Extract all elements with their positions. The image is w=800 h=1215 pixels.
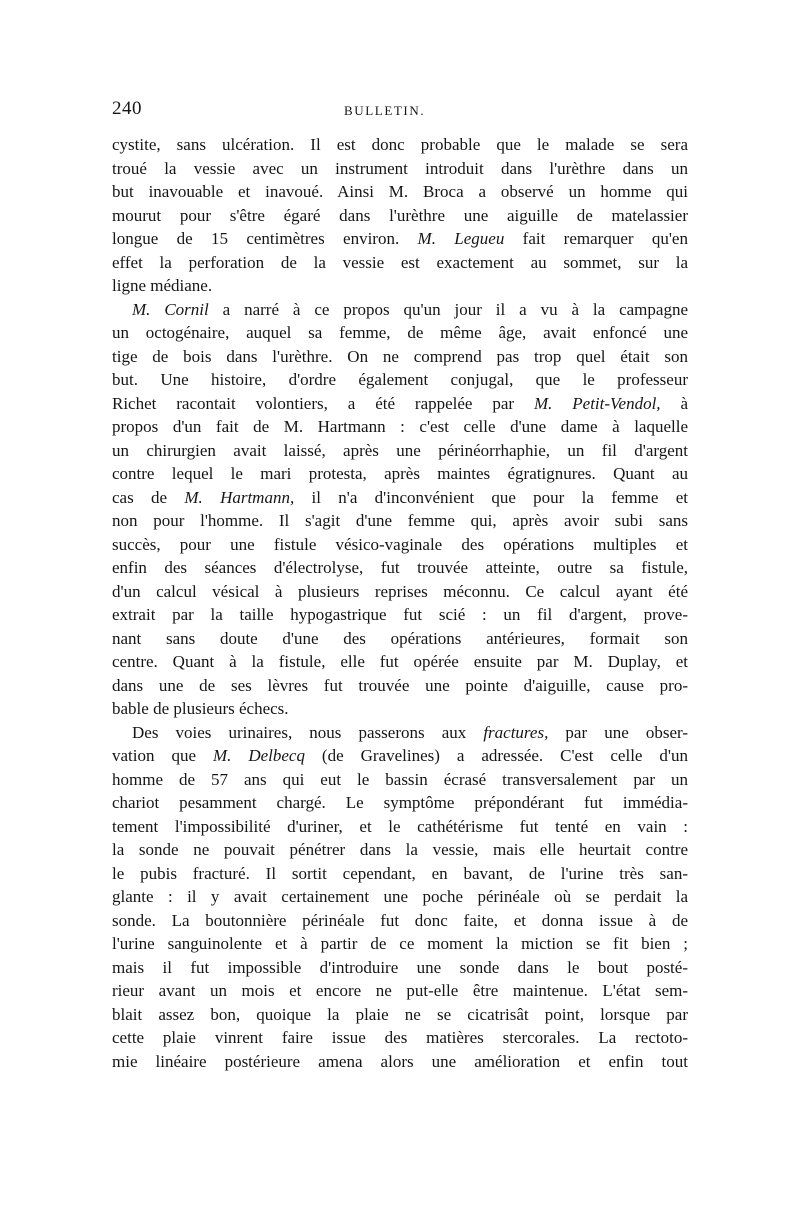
text-line: vation que M. Delbecq (de Gravelines) a adressée. C'est celle d'un: [112, 746, 688, 765]
text-line: le pubis fracturé. Il sortit cependant, en bavant, de l'urine très san-: [112, 863, 688, 883]
text-line: Des voies urinaires, nous passerons aux fractures, par une obser-: [132, 722, 688, 742]
text-line: bable de plusieurs échecs.: [112, 699, 289, 718]
text-line: enfin des séances d'électrolyse, fut trouvée atteinte, outre sa fistule,: [112, 558, 688, 577]
text-line: dans une de ses lèvres fut trouvée une pointe d'aiguille, cause pro-: [112, 675, 688, 695]
text-line: mais il fut impossible d'introduire une sonde dans le bout posté-: [112, 957, 688, 977]
text-line: effet la perforation de la vessie est exactement au sommet, sur la: [112, 252, 688, 272]
author-name: M. Cornil: [132, 299, 209, 319]
text-line: homme de 57 ans qui eut le bassin écrasé transversalement par un: [112, 769, 688, 789]
running-title: BULLETIN.: [344, 103, 426, 118]
author-name: M. Hartmann,: [184, 487, 295, 507]
text-line: extrait par la taille hypogastrique fut scié : un fil d'argent, prove-: [112, 605, 688, 624]
author-name: M. Petit-Vendol,: [533, 393, 661, 413]
text-line: cystite, sans ulcération. Il est donc probable que le malade se sera: [112, 135, 688, 154]
body-text: [112, 133, 688, 1073]
text-line: troué la vessie avec un instrument introduit dans l'urèthre dans un: [112, 158, 688, 178]
page-number: 240: [112, 98, 142, 119]
author-name: M. Delbecq: [212, 746, 305, 765]
text-line: but. Une histoire, d'ordre également conjugal, que le professeur: [112, 370, 688, 389]
text-line: succès, pour une fistule vésico-vaginale des opérations multiples et: [112, 534, 688, 554]
text-line: mie linéaire postérieure amena alors une amélioration et enfin tout: [112, 1051, 688, 1071]
text-line: longue de 15 centimètres environ. M. Legueu fait remarquer qu'en: [112, 229, 688, 248]
text-line: un octogénaire, auquel sa femme, de même âge, avait enfoncé une: [112, 323, 688, 342]
text-line: M. Cornil a narré à ce propos qu'un jour il a vu à la campagne: [132, 299, 688, 319]
text-line: glante : il y avait certainement une poche périnéale où se perdait la: [112, 887, 688, 906]
text-line: blait assez bon, quoique la plaie ne se cicatrisât point, lorsque par: [112, 1004, 688, 1024]
text-line: Richet racontait volontiers, a été rappelée par M. Petit-Vendol, à: [112, 393, 688, 413]
running-header: [112, 98, 688, 124]
text-line: chariot pesamment chargé. Le symptôme prépondérant fut immédia-: [112, 793, 688, 812]
text-line: contre lequel le mari protesta, après maintes égratignures. Quant au: [112, 464, 688, 483]
text-line: la sonde ne pouvait pénétrer dans la vessie, mais elle heurtait contre: [112, 840, 688, 859]
text-line: rieur avant un mois et encore ne put-elle être maintenue. L'état sem-: [112, 981, 688, 1000]
text-line: cas de M. Hartmann, il n'a d'inconvénient que pour la femme et: [112, 487, 688, 507]
emphasis: fractures,: [483, 722, 549, 742]
text-line: nant sans doute d'une des opérations antérieures, formait son: [112, 628, 688, 648]
text-line: l'urine sanguinolente et à partir de ce moment la miction se fit bien ;: [112, 934, 688, 953]
text-line: tige de bois dans l'urèthre. On ne comprend pas trop quel était son: [112, 346, 688, 366]
text-line: but inavouable et inavoué. Ainsi M. Broca a observé un homme qui: [112, 182, 688, 201]
author-name: M. Legueu: [417, 229, 505, 248]
text-line: tement l'impossibilité d'uriner, et le cathétérisme fut tenté en vain :: [112, 816, 688, 836]
text-line: d'un calcul vésical à plusieurs reprises méconnu. Ce calcul ayant été: [112, 581, 688, 601]
text-line: centre. Quant à la fistule, elle fut opérée ensuite par M. Duplay, et: [112, 652, 688, 671]
text-line: cette plaie vinrent faire issue des matières stercorales. La rectoto-: [112, 1028, 688, 1047]
text-line: non pour l'homme. Il s'agit d'une femme qui, après avoir subi sans: [112, 511, 688, 530]
text-line: mourut pour s'être égaré dans l'urèthre une aiguille de matelassier: [112, 205, 688, 225]
text-line: un chirurgien avait laissé, après une périnéorrhaphie, un fil d'argent: [112, 440, 688, 460]
text-line: ligne médiane.: [112, 276, 213, 295]
text-line: propos d'un fait de M. Hartmann : c'est celle d'une dame à laquelle: [112, 417, 688, 436]
text-line: sonde. La boutonnière périnéale fut donc faite, et donna issue à de: [112, 910, 688, 930]
